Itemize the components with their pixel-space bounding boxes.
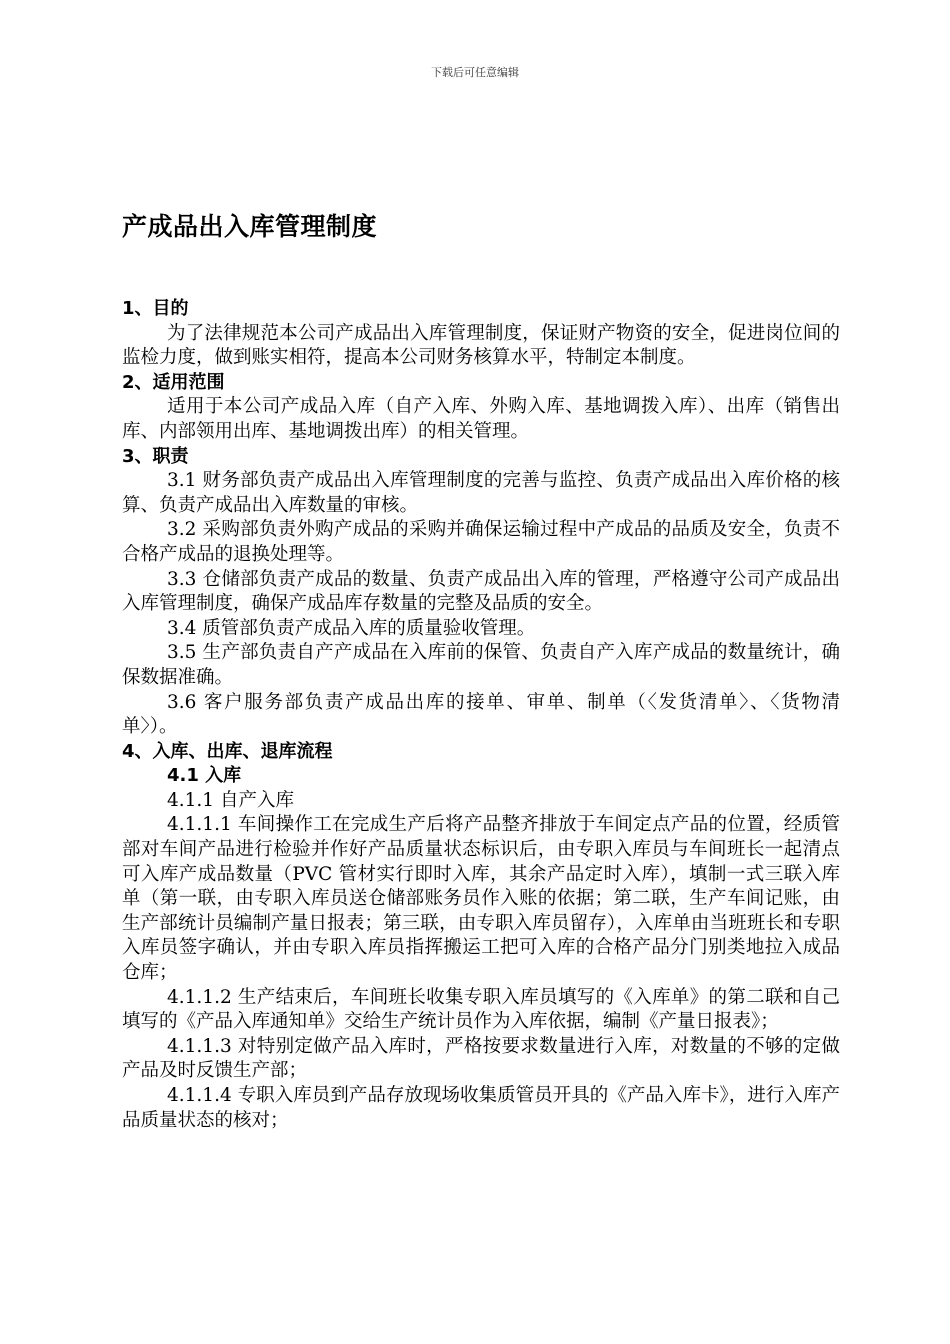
subsubsection-heading-self-produced: 4.1.1 自产入库 bbox=[167, 789, 294, 811]
responsibility-item: 3.6 客户服务部负责产成品出库的接单、审单、制单（〈发货清单〉、〈货物清单〉）。 bbox=[122, 691, 840, 738]
section-body-scope: 适用于本公司产成品入库（自产入库、外购入库、基地调拨入库）、出库（销售出库、内部领用出库、基地调拨出库）的相关管理。 bbox=[122, 396, 840, 442]
document-body bbox=[122, 297, 840, 1133]
document-title: 产成品出入库管理制度 bbox=[122, 212, 378, 241]
subsection-heading-inbound: 4.1 入库 bbox=[167, 765, 242, 787]
responsibility-item: 3.4 质管部负责产成品入库的质量验收管理。 bbox=[167, 617, 536, 639]
section-heading-process: 4、入库、出库、退库流程 bbox=[122, 740, 333, 762]
process-item: 4.1.1.3 对特别定做产品入库时，严格按要求数量进行入库，对数量的不够的定做产品及时反馈生产部； bbox=[122, 1035, 840, 1082]
process-item: 4.1.1.1 车间操作工在完成生产后将产品整齐排放于车间定点产品的位置，经质管部对车间产品进行检验并作好产品质量状态标识后，由专职入库员与车间班长一起清点可入库产成品数量（PVC 管材实行即时入库，其余产品定时入库），填制一式三联入库单（第一联，由专职入库员送仓储部账务员作入账的依据；第二联，生产车间记账，由生产部统计员编制产量日报表；第三联，由专职入库员留存），入库单由当班班长和专职入库员签字确认，并由专职入库员指挥搬运工把可入库的合格产品分门别类地拉入成品仓库； bbox=[122, 814, 840, 984]
responsibility-item: 3.3 仓储部负责产成品的数量、负责产成品出入库的管理，严格遵守公司产成品出入库管理制度，确保产成品库存数量的完整及品质的安全。 bbox=[122, 568, 840, 615]
responsibility-item: 3.5 生产部负责自产产成品在入库前的保管、负责自产入库产成品的数量统计，确保数据准确。 bbox=[122, 642, 840, 688]
process-item: 4.1.1.2 生产结束后，车间班长收集专职入库员填写的《入库单》的第二联和自己填写的《产品入库通知单》交给生产统计员作为入库依据，编制《产量日报表》； bbox=[122, 986, 840, 1033]
process-item: 4.1.1.4 专职入库员到产品存放现场收集质管员开具的《产品入库卡》，进行入库产品质量状态的核对； bbox=[122, 1085, 840, 1131]
section-heading-scope: 2、适用范围 bbox=[122, 371, 225, 393]
section-heading-purpose: 1、目的 bbox=[122, 298, 189, 319]
section-body-purpose: 为了法律规范本公司产成品出入库管理制度，保证财产物资的安全，促进岗位间的监检力度，做到账实相符，提高本公司财务核算水平，特制定本制度。 bbox=[122, 322, 840, 369]
responsibility-item: 3.1 财务部负责产成品出入库管理制度的完善与监控、负责产成品出入库价格的核算、负责产成品出入库数量的审核。 bbox=[122, 470, 840, 516]
responsibility-item: 3.2 采购部负责外购产成品的采购并确保运输过程中产成品的品质及安全，负责不合格产成品的退换处理等。 bbox=[122, 519, 840, 565]
header-note: 下载后可任意编辑 bbox=[431, 66, 519, 79]
section-heading-responsibilities: 3、职责 bbox=[122, 445, 189, 467]
